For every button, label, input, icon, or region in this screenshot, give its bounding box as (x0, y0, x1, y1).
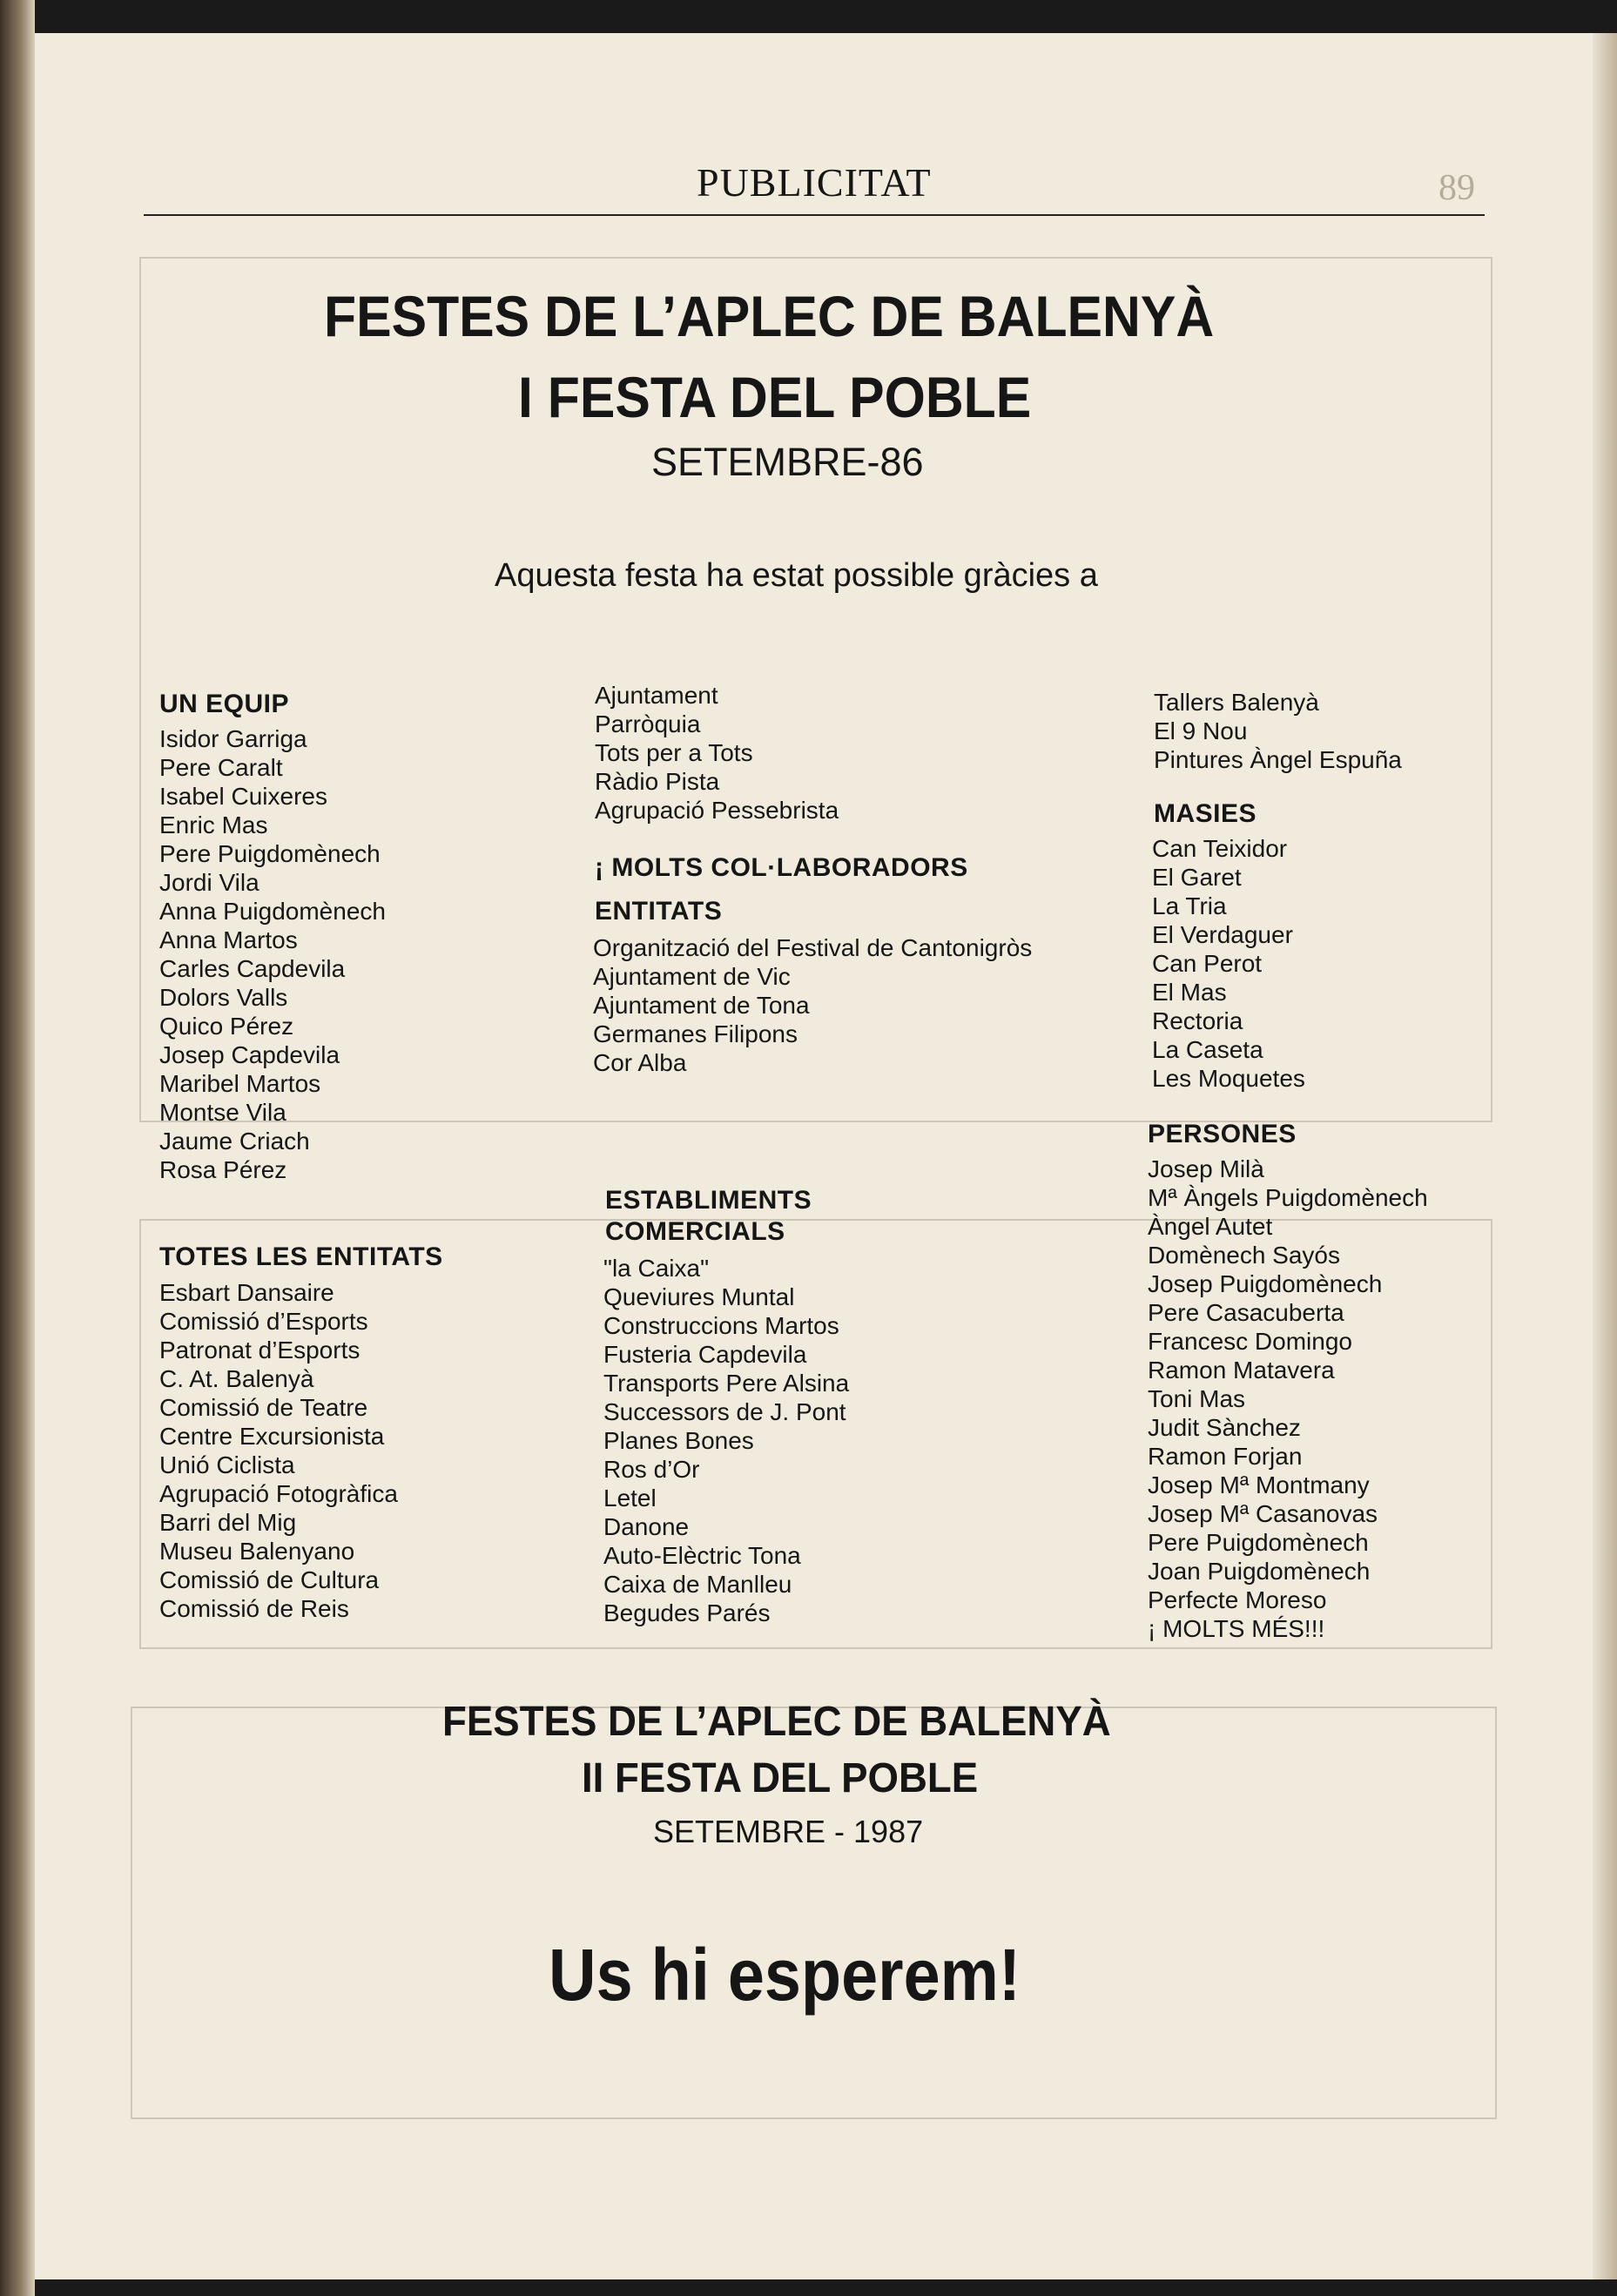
heading-un-equip: UN EQUIP (159, 690, 290, 718)
list-item: Tallers Balenyà (1154, 689, 1319, 716)
heading-persones: PERSONES (1148, 1120, 1297, 1148)
list-item: Organització del Festival de Cantonigròs (593, 934, 1033, 961)
list-item: Josep Puigdomènech (1148, 1270, 1383, 1297)
heading-molts-col-laboradors: ¡ MOLTS COL·LABORADORS (595, 853, 968, 882)
list-item: Letel (603, 1485, 657, 1512)
list-item: Comissió de Reis (159, 1595, 349, 1622)
list-item: El 9 Nou (1154, 717, 1248, 744)
list-item: Ajuntament de Vic (593, 963, 791, 990)
list-item: Ajuntament de Tona (593, 992, 810, 1019)
establiments-list (603, 1254, 849, 1627)
list-item: ¡ MOLTS MÉS!!! (1148, 1615, 1325, 1642)
list-item: Enric Mas (159, 811, 268, 838)
list-item: Quico Pérez (159, 1013, 294, 1040)
list-item: Pintures Àngel Espuña (1154, 746, 1402, 773)
list-item: Rosa Pérez (159, 1156, 287, 1183)
list-item: Montse Vila (159, 1099, 286, 1126)
list-item: Perfecte Moreso (1148, 1586, 1327, 1613)
list-item: Dolors Valls (159, 984, 288, 1011)
list-item: Tots per a Tots (595, 739, 753, 766)
entitats-col2-list (593, 933, 1032, 1077)
list-item: Ajuntament (595, 682, 718, 709)
main-title-line2: I FESTA DEL POBLE (518, 365, 1032, 429)
heading-entitats: ENTITATS (595, 897, 723, 926)
list-item: Unió Ciclista (159, 1451, 295, 1478)
list-item: El Mas (1152, 979, 1227, 1006)
list-item: Pere Casacuberta (1148, 1299, 1344, 1326)
list-item: Caixa de Manlleu (603, 1571, 792, 1598)
footer-title-line2: II FESTA DEL POBLE (582, 1755, 979, 1801)
list-item: Comissió d’Esports (159, 1308, 368, 1335)
list-item: Patronat d’Esports (159, 1337, 360, 1363)
section-header: PUBLICITAT (697, 160, 932, 205)
footer-date: SETEMBRE - 1987 (653, 1814, 924, 1849)
list-item: Comissió de Cultura (159, 1566, 380, 1593)
list-item: Fusteria Capdevila (603, 1341, 807, 1368)
list-item: Germanes Filipons (593, 1020, 798, 1047)
list-item: Judit Sànchez (1148, 1414, 1301, 1441)
closing-slogan: Us hi esperem! (549, 1934, 1021, 2016)
empreses-list (1154, 688, 1402, 774)
list-item: El Garet (1152, 864, 1242, 891)
footer-title-line1: FESTES DE L’APLEC DE BALENYÀ (442, 1699, 1111, 1745)
list-item: Pere Caralt (159, 754, 283, 781)
list-item: Begudes Parés (603, 1599, 771, 1626)
page-number: 89 (1438, 168, 1475, 208)
list-item: "la Caixa" (603, 1255, 710, 1282)
list-item: Jaume Criach (159, 1128, 310, 1155)
list-item: Planes Bones (603, 1427, 754, 1454)
list-item: Anna Martos (159, 926, 298, 953)
list-item: Comissió de Teatre (159, 1394, 368, 1421)
list-item: Anna Puigdomènech (159, 898, 386, 925)
list-item: Toni Mas (1148, 1385, 1246, 1412)
list-item: Auto-Elèctric Tona (603, 1542, 801, 1569)
list-item: Queviures Muntal (603, 1283, 795, 1310)
list-item: Maribel Martos (159, 1070, 321, 1097)
heading-totes-les-entitats: TOTES LES ENTITATS (159, 1242, 443, 1271)
list-item: Josep Capdevila (159, 1041, 340, 1068)
list-item: Can Perot (1152, 950, 1263, 977)
heading-establiments: ESTABLIMENTS (605, 1186, 812, 1215)
list-item: Pere Puigdomènech (159, 840, 381, 867)
list-item: Can Teixidor (1152, 835, 1288, 862)
list-item: Danone (603, 1513, 690, 1540)
list-item: Rectoria (1152, 1007, 1243, 1034)
persones-list (1148, 1155, 1428, 1643)
header-rule (144, 214, 1485, 216)
list-item: Isidor Garriga (159, 725, 307, 752)
list-item: Parròquia (595, 710, 701, 737)
list-item: Francesc Domingo (1148, 1328, 1352, 1355)
list-item: Josep Milà (1148, 1155, 1264, 1182)
list-item: La Tria (1152, 892, 1227, 919)
list-item: Successors de J. Pont (603, 1398, 846, 1425)
heading-masies: MASIES (1154, 799, 1257, 828)
list-item: Domènech Sayós (1148, 1242, 1341, 1269)
main-date: SETEMBRE-86 (651, 440, 924, 484)
list-item: Jordi Vila (159, 869, 259, 896)
list-item: Cor Alba (593, 1049, 687, 1076)
institucions-list (595, 681, 839, 825)
list-item: Isabel Cuixeres (159, 783, 327, 810)
list-item: Josep Mª Casanovas (1148, 1500, 1378, 1527)
page-right-edge (1593, 33, 1617, 2279)
equip-list (159, 724, 386, 1184)
list-item: El Verdaguer (1152, 921, 1293, 948)
list-item: Esbart Dansaire (159, 1279, 334, 1306)
list-item: Ramon Matavera (1148, 1357, 1335, 1384)
list-item: Joan Puigdomènech (1148, 1558, 1371, 1585)
heading-comercials: COMERCIALS (605, 1217, 785, 1246)
entitats-list (159, 1278, 398, 1623)
list-item: Centre Excursionista (159, 1423, 385, 1450)
list-item: Construccions Martos (603, 1312, 839, 1339)
list-item: Ros d’Or (603, 1456, 700, 1483)
list-item: Ràdio Pista (595, 768, 720, 795)
intro-text: Aquesta festa ha estat possible gràcies a (495, 557, 1098, 594)
list-item: Mª Àngels Puigdomènech (1148, 1184, 1428, 1211)
list-item: Agrupació Pessebrista (595, 797, 839, 824)
main-title-line1: FESTES DE L’APLEC DE BALENYÀ (324, 284, 1215, 348)
list-item: La Caseta (1152, 1036, 1263, 1063)
list-item: Pere Puigdomènech (1148, 1529, 1369, 1556)
list-item: Les Moquetes (1152, 1065, 1305, 1092)
list-item: Josep Mª Montmany (1148, 1471, 1370, 1498)
masies-list (1152, 834, 1305, 1093)
list-item: Carles Capdevila (159, 955, 346, 982)
list-item: Barri del Mig (159, 1509, 297, 1536)
list-item: C. At. Balenyà (159, 1365, 314, 1392)
page-binding-edge (0, 0, 35, 2296)
list-item: Transports Pere Alsina (603, 1370, 850, 1397)
list-item: Àngel Autet (1148, 1213, 1273, 1240)
list-item: Ramon Forjan (1148, 1443, 1303, 1470)
list-item: Museu Balenyano (159, 1538, 355, 1565)
list-item: Agrupació Fotogràfica (159, 1480, 398, 1507)
